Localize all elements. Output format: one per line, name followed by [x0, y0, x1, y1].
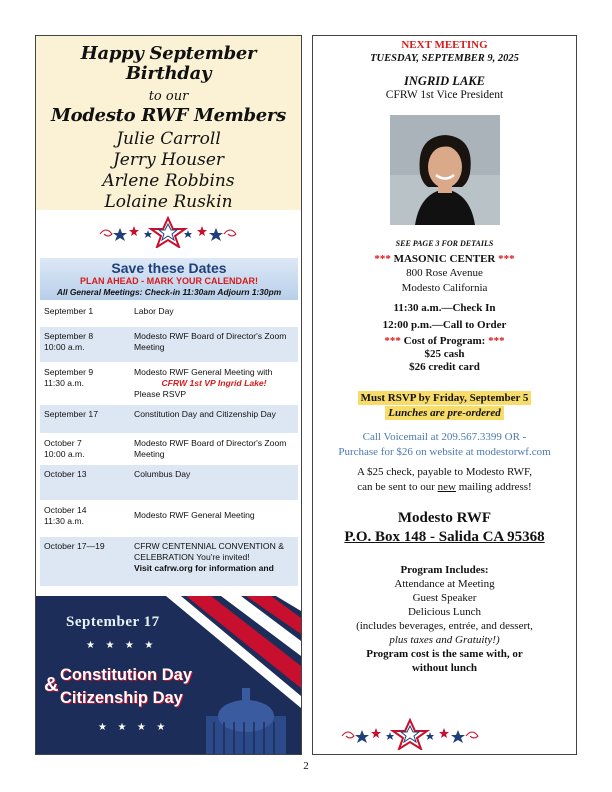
table-row — [40, 434, 298, 465]
dates-table — [40, 302, 298, 587]
table-row — [40, 363, 298, 405]
meeting-date: TUESDAY, SEPTEMBER 9, 2025 — [370, 53, 519, 64]
program-item: Attendance at Meeting — [394, 578, 495, 590]
cost-label — [313, 335, 576, 348]
venue-name: MASONIC CENTER — [393, 253, 496, 265]
stars-ornament-icon — [98, 216, 238, 248]
save-dates-subtitle: PLAN AHEAD - MARK YOUR CALENDAR! — [80, 276, 258, 286]
portrait-icon — [390, 115, 500, 225]
birthday-section — [36, 36, 301, 210]
banner-amp: & — [44, 674, 59, 696]
date-what: Modesto RWF Board of Director's Zoom Meeting — [134, 438, 287, 459]
banner-date: September 17 — [66, 614, 160, 630]
save-dates-note: All General Meetings: Check-in 11:30am Adjourn 1:30pm — [56, 287, 282, 297]
rsvp-block — [313, 390, 576, 420]
date-highlight: CFRW 1st VP Ingrid Lake! — [161, 378, 267, 388]
date-what-group — [134, 541, 294, 582]
birthday-names — [36, 129, 301, 213]
banner-line2: Citizenship Day — [60, 689, 183, 707]
date-when: September 1 — [44, 306, 94, 316]
program-item: (includes beverages, entrée, and dessert, — [356, 620, 533, 632]
birthday-org: Modesto RWF Members — [51, 105, 286, 126]
date-what-group — [134, 367, 294, 400]
date-what: Columbus Day — [134, 469, 191, 479]
date-link-note: Visit cafrw.org for information and — [134, 563, 274, 573]
table-row — [40, 501, 298, 537]
program-item: Guest Speaker — [412, 592, 477, 604]
date-when: October 17—19 — [44, 541, 105, 551]
call-to-order-time: 12:00 p.m.—Call to Order — [382, 319, 507, 331]
banner-stars-icon: ★ ★ ★ ★ — [98, 722, 170, 733]
stars-icon: *** — [488, 335, 505, 347]
schedule — [313, 300, 576, 334]
voicemail-line: Call Voicemail at 209.567.3399 OR - — [362, 431, 527, 443]
check-line2-c: mailing address! — [458, 481, 532, 493]
cost-card: $26 credit card — [409, 361, 480, 373]
save-dates-header — [40, 258, 298, 300]
check-line2 — [313, 480, 576, 495]
program-heading: Program Includes: — [400, 564, 489, 576]
speaker-title: CFRW 1st Vice President — [385, 89, 504, 101]
left-column — [35, 35, 302, 755]
stars-ornament-icon — [340, 718, 480, 750]
stars-icon: *** — [498, 253, 515, 265]
right-column — [312, 35, 577, 755]
po-box: P.O. Box 148 - Salida CA 95368 — [344, 529, 545, 545]
table-row — [40, 302, 298, 327]
program-cost-note: Program cost is the same with, or — [366, 648, 523, 660]
date-what: CFRW CENTENNIAL CONVENTION & CELEBRATION You're invited! — [134, 541, 284, 562]
program-item-italic: plus taxes and Gratuity!) — [389, 634, 500, 646]
address-line2: Modesto California — [401, 282, 488, 294]
birthday-name: Julie Carroll — [116, 129, 221, 149]
stars-icon: *** — [374, 253, 391, 265]
constitution-day-banner — [36, 596, 301, 754]
date-what: Modesto RWF General Meeting with — [134, 367, 273, 377]
check-line2-new: new — [437, 481, 456, 493]
banner-line1: Constitution Day — [60, 666, 192, 684]
check-info — [313, 465, 576, 495]
date-extra: Please RSVP — [134, 389, 187, 399]
speaker-name: INGRID LAKE — [404, 74, 485, 88]
save-dates-title: Save these Dates — [111, 260, 227, 276]
cost-cash: $25 cash — [424, 348, 465, 360]
speaker-photo — [390, 115, 500, 225]
date-when: October 13 — [44, 469, 87, 479]
website-line: Purchase for $26 on website at modestorwf.com — [338, 446, 551, 458]
date-when: October 7 10:00 a.m. — [44, 438, 85, 459]
venue — [313, 253, 576, 266]
see-page-note: SEE PAGE 3 FOR DETAILS — [395, 239, 494, 248]
contact-info — [313, 430, 576, 460]
date-when: September 9 11:30 a.m. — [44, 367, 94, 388]
cost-text: Cost of Program: — [403, 335, 486, 347]
check-line2-a: can be sent to our — [357, 481, 435, 493]
program-cost-note: without lunch — [411, 662, 478, 674]
checkin-time: 11:30 a.m.—Check In — [393, 302, 496, 314]
birthday-heading: Happy September Birthday — [80, 43, 257, 84]
banner-stars-icon: ★ ★ ★ ★ — [86, 640, 158, 651]
program-item: Delicious Lunch — [407, 606, 481, 618]
birthday-to-our: to our — [148, 89, 189, 104]
address-line1: 800 Rose Avenue — [406, 267, 483, 279]
org-name: Modesto RWF — [397, 510, 492, 526]
table-row — [40, 327, 298, 363]
check-line1: A $25 check, payable to Modesto RWF, — [356, 466, 533, 478]
date-when: September 8 10:00 a.m. — [44, 331, 94, 352]
stars-icon: *** — [384, 335, 401, 347]
table-row — [40, 465, 298, 501]
page-number: 2 — [303, 760, 309, 772]
date-what: Modesto RWF General Meeting — [134, 510, 255, 520]
table-row — [40, 405, 298, 434]
next-meeting-label: NEXT MEETING — [401, 39, 488, 51]
date-when: October 14 11:30 a.m. — [44, 505, 87, 526]
date-when: September 17 — [44, 409, 98, 419]
lunch-note: Lunches are pre-ordered — [385, 406, 503, 420]
date-what: Modesto RWF Board of Director's Zoom Meeting — [134, 331, 287, 352]
rsvp-deadline: Must RSVP by Friday, September 5 — [358, 391, 532, 405]
table-row — [40, 537, 298, 587]
birthday-name: Arlene Robbins — [102, 171, 235, 191]
date-what: Labor Day — [134, 306, 174, 316]
date-what: Constitution Day and Citizenship Day — [134, 409, 276, 419]
birthday-name: Lolaine Ruskin — [104, 192, 233, 212]
birthday-name: Jerry Houser — [112, 150, 225, 170]
